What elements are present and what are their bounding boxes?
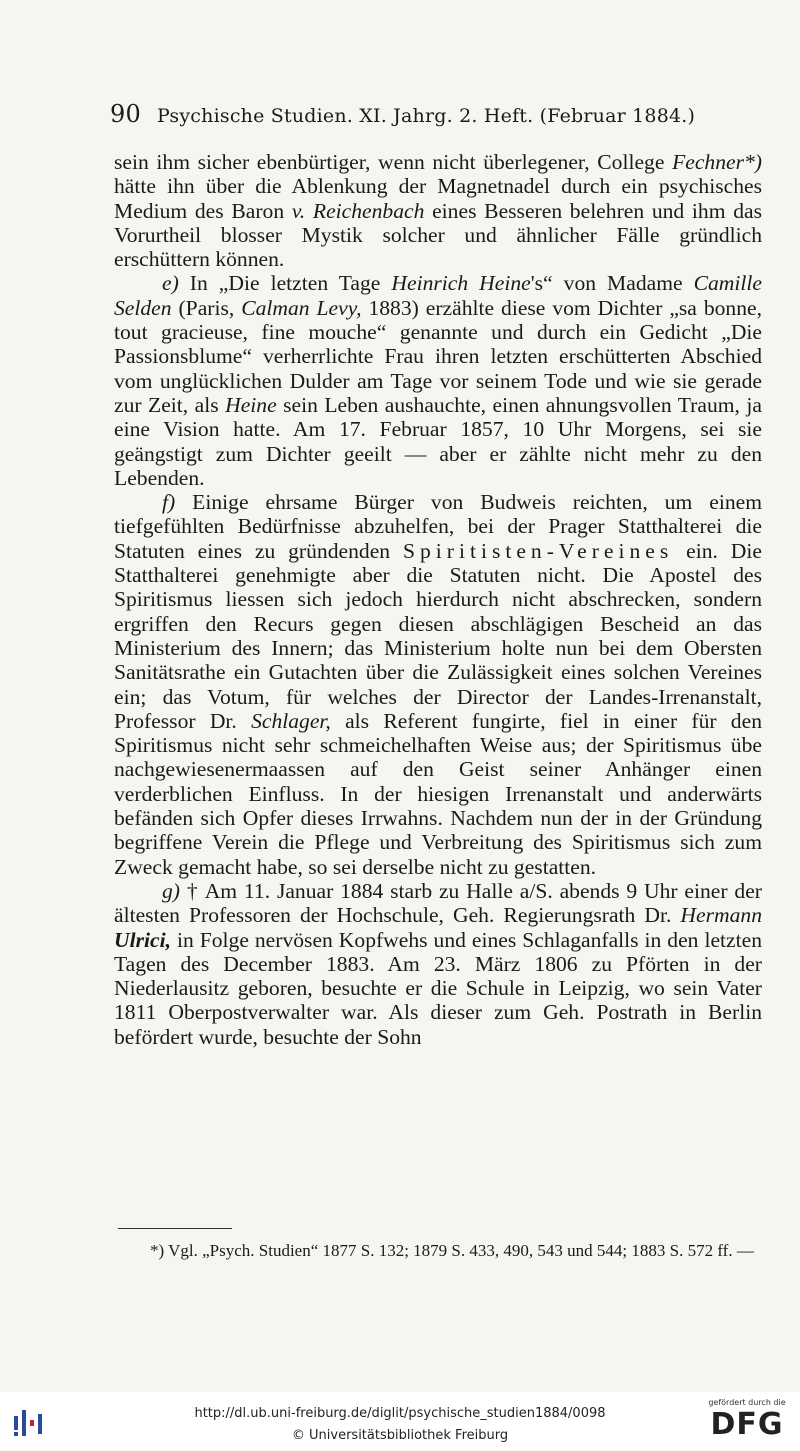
paragraph-e: e) In „Die letzten Tage Heinrich Heine's“ von Madame Camille Selden (Paris, Calman Levy, 1883) erzählte diese vom Dichter „sa bonne, tout gracieuse, fine mouche“ genannte und durch ein Gedicht „Die Passionsblume“ verherrlichte Frau ihren letzten erschütterten Abschied vom unglücklichen Dulder am Tage vor seinem Tode und wie sie gerade zur Zeit, als Heine sein Leben aushauchte, einen ahnungsvollen Traum, ja eine Vision hatte. Am 17. Februar 1857, 10 Uhr Morgens, sei sie geängstigt zum Dichter geeilt — aber er zählte nicht mehr zu den Lebenden. [114,271,762,490]
copyright-notice: © Universitätsbibliothek Freiburg [291,1428,509,1443]
name-schlager: Schlager, [251,708,331,733]
name-hermann: Hermann [680,903,762,928]
name-ulrici: Ulrici, [114,927,171,952]
viewer-footer [0,1392,800,1451]
spaced-term-spiritisten-vereines: Spiritisten-Vereines [402,538,674,563]
body-text [114,150,762,1049]
page-number: 90 [110,100,141,128]
dfg-logo [702,1398,792,1446]
name-heine-2: Heine [225,392,277,417]
name-selden: Camille Selden [114,271,762,320]
dfg-funded-by: gefördert durch die [708,1398,786,1407]
dfg-wordmark: DFG [710,1407,784,1442]
item-label-e: e) [162,271,179,296]
footnote-rule [118,1228,232,1229]
item-label-f: f) [162,490,176,515]
paragraph-continued: sein ihm sicher ebenbürtiger, wenn nicht überlegener, College Fechner*) hätte ihn über die Ablenkung der Magnetnadel durch ein psychisches Medium des Baron v. Reichenbach eines Besseren belehren und ihm das Vorurtheil blosser Mystik solcher und ähnlicher Fälle gründlich erschüttern können. [114,150,762,272]
footnote: *) Vgl. „Psych. Studien“ 1877 S. 132; 1879 S. 433, 490, 543 und 544; 1883 S. 572 ff. — [150,1241,754,1260]
running-header [110,100,765,128]
running-title: Psychische Studien. XI. Jahrg. 2. Heft. (Februar 1884.) [156,105,696,127]
permalink-url[interactable]: http://dl.ub.uni-freiburg.de/diglit/psychische_studien1884/0098 [194,1406,606,1421]
name-calman-levy: Calman Levy, [241,295,362,320]
item-label-g: g) [162,878,180,903]
name-fechner: Fechner*) [672,150,762,174]
name-reichenbach: v. Reichenbach [291,198,425,223]
name-heine: Heinrich Heine [391,271,531,296]
paragraph-f: f) Einige ehrsame Bürger von Budweis reichten, um einem tiefgefühlten Bedürfnisse abzuhelfen, bei der Prager Statthalterei die Statuten eines zu gründenden Spiritisten-Vereines ein. Die Statthalterei genehmigte aber die Statuten nicht. Die Apostel des Spiritismus liessen sich jedoch hierdurch nicht abschrecken, sondern ergriffen den Recurs gegen diesen abschlägigen Bescheid an das Ministerium des Innern; das Ministerium holte nun bei dem Obersten Sanitätsrathe ein Gutachten über die Zulässigkeit eines solchen Vereines ein; das Votum, für welches der Director der Landes-Irrenanstalt, Professor Dr. Schlager, als Referent fungirte, fiel in einer für den Spiritismus nicht sehr schmeichelhaften Weise aus; der Spiritismus übe nachgewiesenermaassen auf den Geist seiner Anhänger einen verderblichen Einfluss. In der hiesigen Irrenanstalt und anderwärts befänden sich Opfer dieses Irrwahns. Nachdem nun der in der Gründung begriffene Verein die Pflege und Verbreitung des Spiritismus sich zum Zweck gemacht habe, so sei derselbe nicht zu gestatten. [114,490,762,879]
paragraph-g: g) † Am 11. Januar 1884 starb zu Halle a/S. abends 9 Uhr einer der ältesten Professoren der Hochschule, Geh. Regierungsrath Dr. Hermann Ulrici, in Folge nervösen Kopfwehs und eines Schlaganfalls in den letzten Tagen des December 1883. Am 23. März 1806 zu Pförten in der Niederlausitz geboren, besuchte er die Schule in Leipzig, wo sein Vater 1811 Oberpostverwalter war. Als dieser zum Geh. Postrath in Berlin befördert wurde, besuchte der Sohn [114,878,762,1049]
